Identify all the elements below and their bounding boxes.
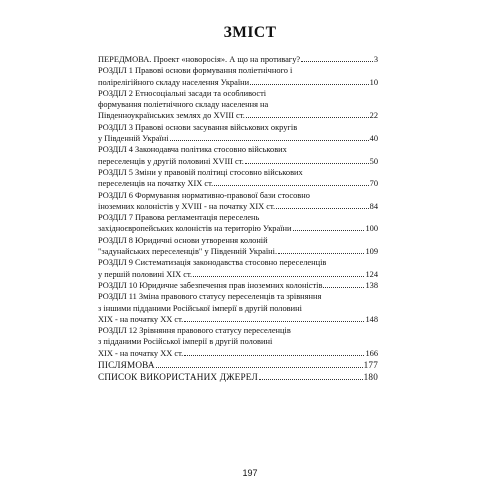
toc-entry-text: РОЗДІЛ 6 Формування нормативно-правової бази стосовно xyxy=(98,190,310,200)
toc-entry-text: РОЗДІЛ 9 Систематизація законодавства стосовно переселенців xyxy=(98,258,327,268)
page-number: 197 xyxy=(242,468,258,478)
toc-entry-text: РОЗДІЛ 2 Етносоціальні засади та особливості xyxy=(98,88,267,98)
toc-page-number: 177 xyxy=(363,360,378,371)
dot-leader xyxy=(184,348,364,356)
toc-page-number: 22 xyxy=(369,111,378,121)
toc-page-number: 100 xyxy=(365,224,378,234)
toc-entry-text: з іншими підданими Російської імперії в другій половині xyxy=(98,303,302,313)
toc-entry-text: РОЗДІЛ 11 Зміна правового статусу переселенців та зрівняння xyxy=(98,292,322,302)
toc-entry xyxy=(98,257,378,280)
toc-entry-line xyxy=(98,156,378,167)
toc-entry-text: РОЗДІЛ 5 Зміни у правовій політиці стосовно військових xyxy=(98,167,303,177)
dot-leader xyxy=(193,269,364,277)
toc-entry-line xyxy=(98,77,378,88)
toc-entry xyxy=(98,371,378,383)
toc-page-number: 138 xyxy=(365,280,378,290)
toc-entry xyxy=(98,212,378,235)
table-of-contents xyxy=(98,54,378,383)
toc-entry-text: у Південній Україні xyxy=(98,134,169,144)
toc-entry-text: ПІСЛЯМОВА xyxy=(98,360,155,371)
dot-leader xyxy=(184,314,364,322)
toc-entry-line xyxy=(98,54,378,65)
toc-page-number: 10 xyxy=(369,77,378,87)
toc-page-number: 70 xyxy=(369,179,378,189)
toc-entry-text: західноєвропейських колоністів на територію України xyxy=(98,224,292,234)
toc-entry-line xyxy=(98,314,378,325)
toc-entry xyxy=(98,65,378,88)
toc-entry xyxy=(98,54,378,65)
toc-entry-text: РОЗДІЛ 1 Правові основи формування поліетнічного і xyxy=(98,66,293,76)
toc-entry-text: XIX - на початку XX ст. xyxy=(98,314,184,324)
toc-entry-text: РОЗДІЛ 4 Законодавча політика стосовно військових xyxy=(98,145,287,155)
toc-entry-line xyxy=(98,133,378,144)
toc-entry-text: XIX - на початку XX ст. xyxy=(98,348,184,358)
toc-entry-text: "задунайських переселенців" у Південній Україні. xyxy=(98,247,278,257)
toc-entry xyxy=(98,325,378,359)
toc-entry xyxy=(98,144,378,167)
toc-entry-line xyxy=(98,201,378,212)
toc-entry-text: іноземних колоністів у XVIII - на початку XIX ст. xyxy=(98,201,276,211)
dot-leader xyxy=(278,246,364,254)
toc-page-number: 180 xyxy=(363,372,378,383)
toc-entry xyxy=(98,190,378,213)
toc-entry-line xyxy=(98,348,378,359)
toc-entry xyxy=(98,167,378,190)
toc-entry-line xyxy=(98,269,378,280)
dot-leader xyxy=(293,223,365,231)
toc-entry xyxy=(98,291,378,325)
toc-entry-text: Південноукраїнських землях до XVIII ст. xyxy=(98,111,245,121)
toc-entry xyxy=(98,88,378,122)
toc-entry xyxy=(98,280,378,291)
toc-entry-text: РОЗДІЛ 3 Правові основи засування військових округів xyxy=(98,122,298,132)
toc-entry-line xyxy=(98,280,378,291)
dot-leader xyxy=(259,372,363,380)
toc-entry xyxy=(98,122,378,145)
toc-entry-text: РОЗДІЛ 10 Юридичне забезпечення прав іноземних колоністів xyxy=(98,280,323,290)
toc-entry-text: РОЗДІЛ 8 Юридичні основи утворення колоній xyxy=(98,235,268,245)
toc-page-number: 40 xyxy=(369,134,378,144)
dot-leader xyxy=(323,280,364,288)
toc-entry-text: переселенців у другій половині XVIII ст. xyxy=(98,156,244,166)
toc-entry-line xyxy=(98,359,378,371)
toc-page-number: 50 xyxy=(369,156,378,166)
toc-entry-line xyxy=(98,178,378,189)
toc-entry-text: РОЗДІЛ 12 Зрівняння правового статусу переселенців xyxy=(98,326,291,336)
toc-page-number: 3 xyxy=(373,55,378,64)
toc-entry-text: СПИСОК ВИКОРИСТАНИХ ДЖЕРЕЛ xyxy=(98,372,258,383)
toc-entry-text: з підданими Російської імперії в другій половині xyxy=(98,337,273,347)
toc-entry-text: у першій половині XIX ст. xyxy=(98,269,193,279)
toc-page-number: 109 xyxy=(365,247,378,257)
toc-entry-text: поліpeлігійного складу населення України xyxy=(98,77,250,87)
page-title: ЗМІСТ xyxy=(223,24,277,41)
toc-page-number: 124 xyxy=(365,269,378,279)
toc-page-number: 84 xyxy=(369,201,378,211)
toc-entry-text: формування поліетнічного складу населення на xyxy=(98,100,269,110)
toc-entry xyxy=(98,235,378,258)
dot-leader xyxy=(170,133,369,141)
toc-page-number: 148 xyxy=(365,314,378,324)
toc-entry-text: ПЕРЕДМОВА. Проект «новоросія». А що на противагу? xyxy=(98,55,301,64)
dot-leader xyxy=(250,77,369,85)
toc-entry-line xyxy=(98,371,378,383)
toc-entry-line xyxy=(98,110,378,121)
toc-entry-line xyxy=(98,223,378,234)
toc-page-number: 166 xyxy=(365,348,378,358)
dot-leader xyxy=(245,156,369,164)
toc-entry-text: РОЗДІЛ 7 Правова регламентація переселень xyxy=(98,213,260,223)
dot-leader xyxy=(301,54,373,62)
toc-entry xyxy=(98,359,378,371)
dot-leader xyxy=(214,178,368,186)
toc-entry-line xyxy=(98,246,378,257)
toc-entry-text: переселенців на початку XIX ст. xyxy=(98,179,214,189)
dot-leader xyxy=(246,110,369,118)
dot-leader xyxy=(276,201,369,209)
dot-leader xyxy=(156,360,363,368)
